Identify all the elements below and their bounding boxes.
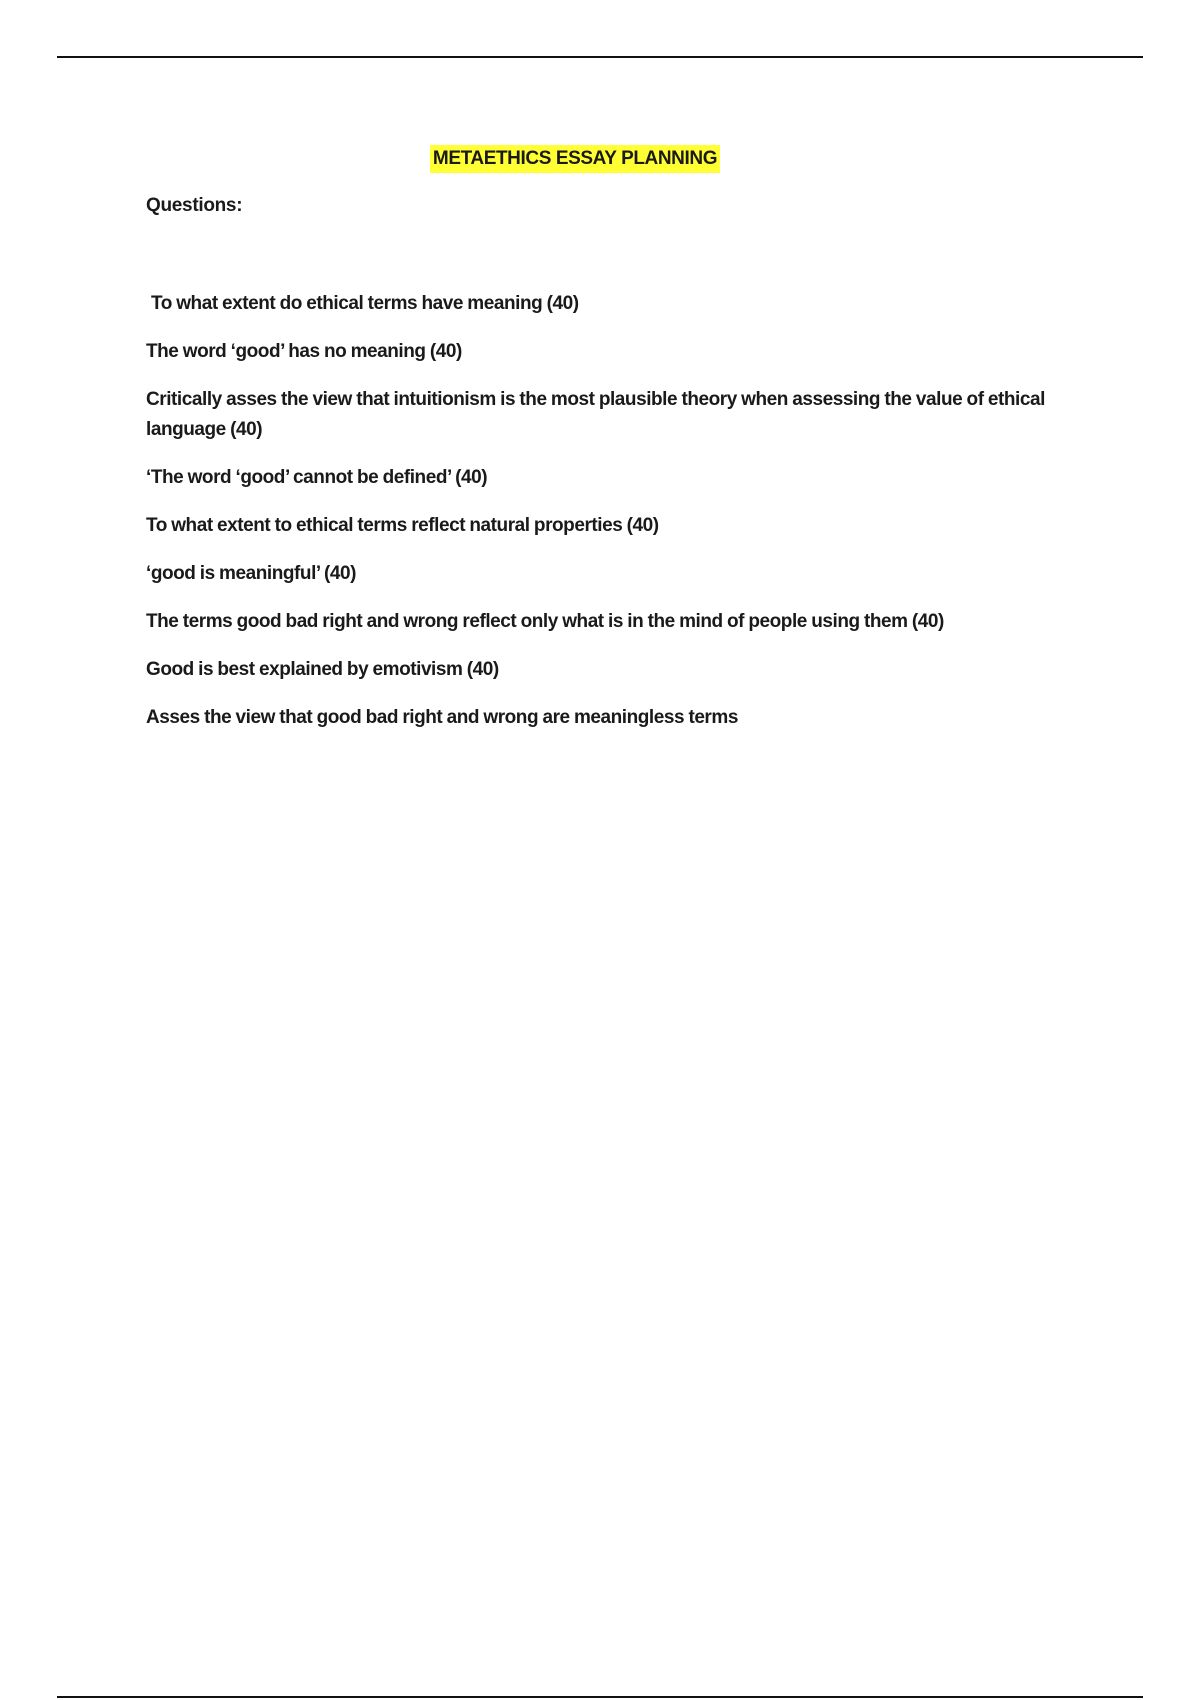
question-item: Asses the view that good bad right and wrong are meaningless terms (146, 707, 738, 728)
question-item: To what extent do ethical terms have meaning (40) (151, 293, 579, 314)
question-item: ‘good is meaningful’ (40) (146, 563, 356, 584)
document-title: METAETHICS ESSAY PLANNING (430, 145, 720, 173)
title-container (0, 145, 1150, 173)
question-item: The word ‘good’ has no meaning (40) (146, 341, 462, 362)
bottom-rule (57, 1696, 1143, 1698)
question-item: The terms good bad right and wrong reflect only what is in the mind of people using them (40) (146, 611, 944, 632)
question-item: Critically asses the view that intuitionism is the most plausible theory when assessing the value of ethical language (40) (146, 389, 1045, 440)
questions-heading: Questions: (146, 195, 243, 216)
top-rule (57, 56, 1143, 58)
question-item: ‘The word ‘good’ cannot be defined’ (40) (146, 467, 488, 488)
question-item: To what extent to ethical terms reflect natural properties (40) (146, 515, 659, 536)
question-list (146, 289, 1066, 751)
question-item: Good is best explained by emotivism (40) (146, 659, 499, 680)
